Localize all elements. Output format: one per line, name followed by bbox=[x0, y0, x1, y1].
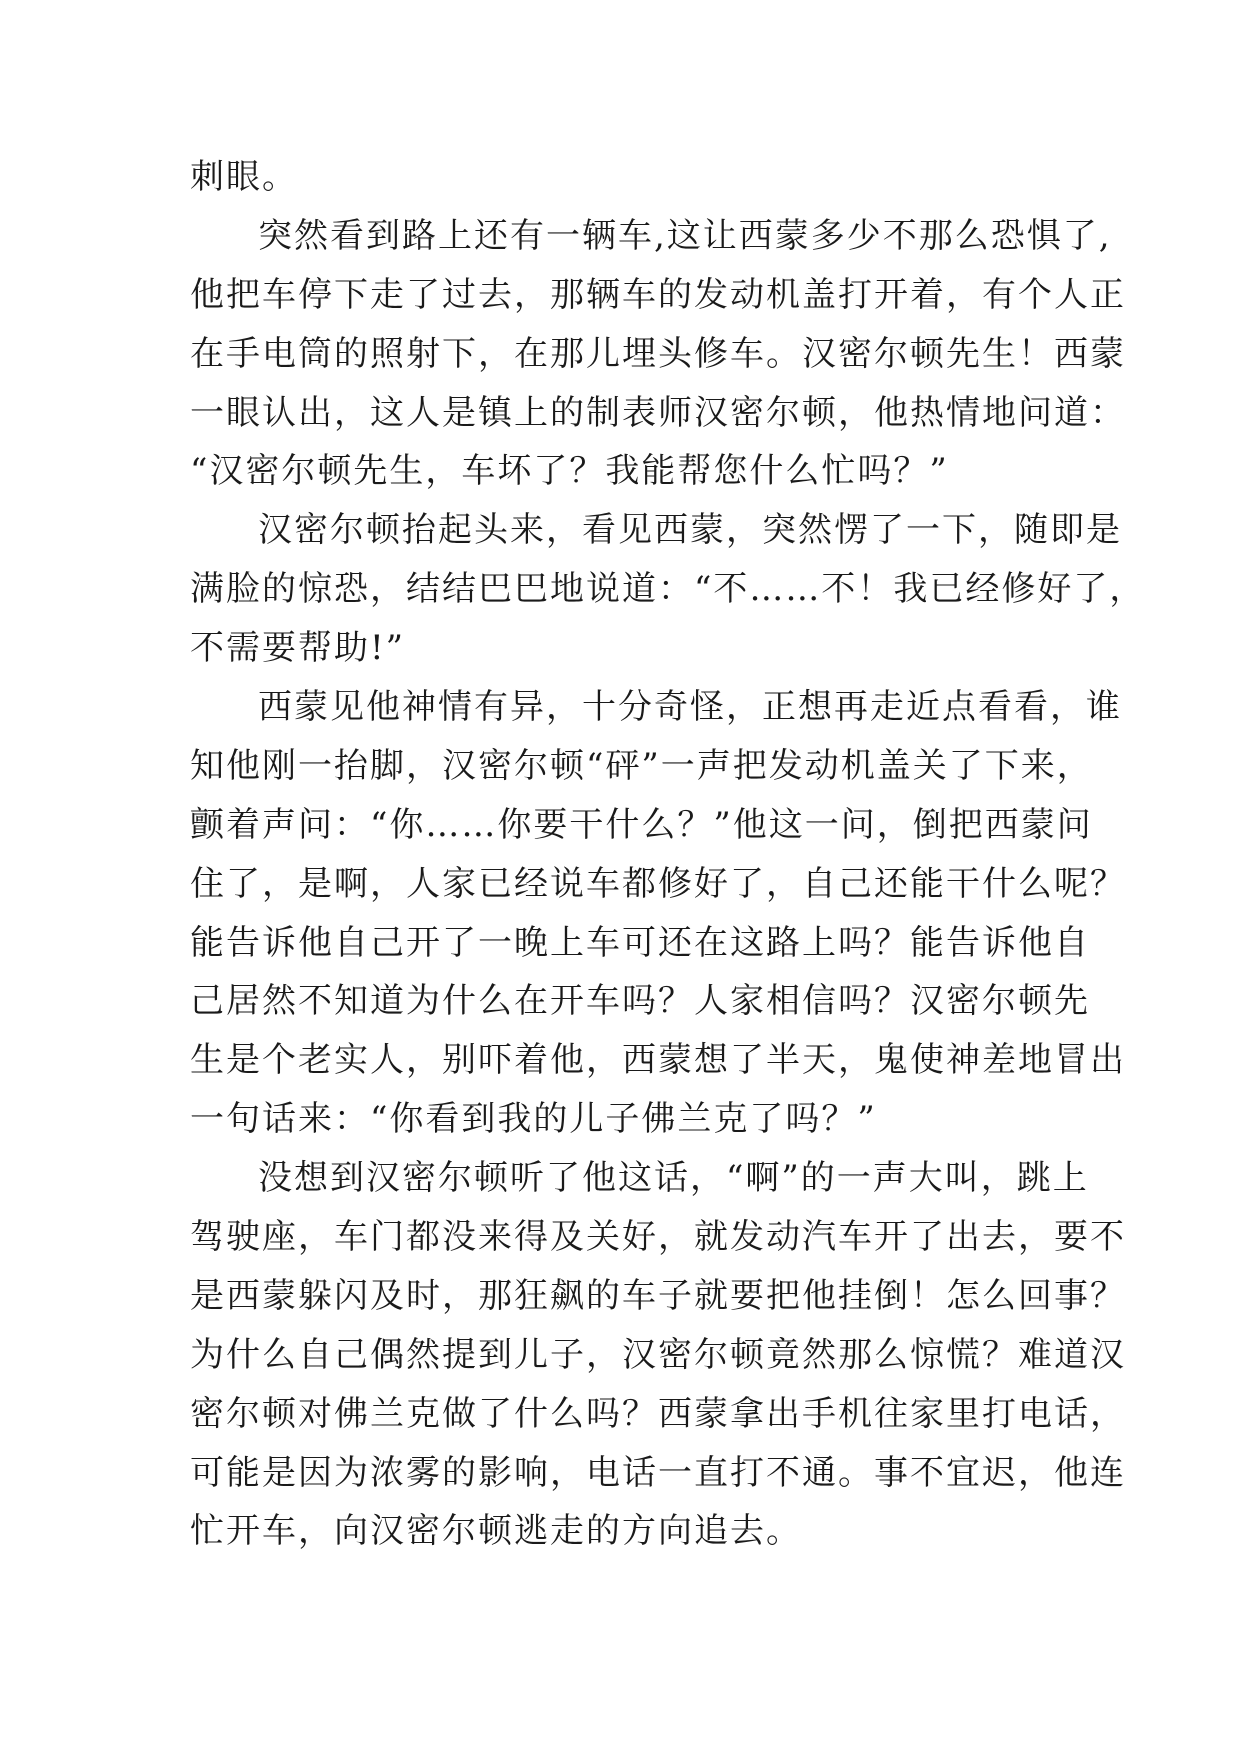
text-line: 为什么自己偶然提到儿子，汉密尔顿竟然那么惊慌？难道汉 bbox=[190, 1334, 1126, 1375]
text-line: 没想到汉密尔顿听了他这话，“啊”的一声大叫，跳上 bbox=[258, 1158, 1089, 1199]
text-line: 驾驶座，车门都没来得及关好，就发动汽车开了出去，要不 bbox=[190, 1217, 1126, 1258]
text-line: 密尔顿对佛兰克做了什么吗？西蒙拿出手机往家里打电话， bbox=[190, 1393, 1126, 1434]
text-line: 能告诉他自己开了一晚上车可还在这路上吗？能告诉他自 bbox=[190, 922, 1090, 963]
text-line: 在手电筒的照射下，在那儿埋头修车。汉密尔顿先生！西蒙 bbox=[190, 333, 1126, 374]
text-line: 生是个老实人，别吓着他，西蒙想了半天，鬼使神差地冒出 bbox=[190, 1040, 1126, 1081]
text-line: 住了，是啊，人家已经说车都修好了，自己还能干什么呢？ bbox=[190, 863, 1126, 904]
text-line: 可能是因为浓雾的影响，电话一直打不通。事不宜迟，他连 bbox=[190, 1452, 1126, 1493]
text-line: 突然看到路上还有一辆车,这让西蒙多少不那么恐惧了, bbox=[258, 215, 1112, 256]
text-line: 一句话来：“你看到我的儿子佛兰克了吗？” bbox=[190, 1099, 877, 1140]
text-line: 颤着声问：“你……你要干什么？”他这一问，倒把西蒙问 bbox=[190, 804, 1093, 845]
text-line: 知他刚一抬脚，汉密尔顿“砰”一声把发动机盖关了下来， bbox=[190, 745, 1093, 786]
text-line: 西蒙见他神情有异，十分奇怪，正想再走近点看看，谁 bbox=[258, 687, 1122, 728]
text-line: 刺眼。 bbox=[190, 157, 298, 197]
text-line: 忙开车，向汉密尔顿逃走的方向追去。 bbox=[190, 1511, 802, 1552]
text-line: 满脸的惊恐，结结巴巴地说道：“不……不！我已经修好了， bbox=[190, 569, 1146, 610]
text-line: “汉密尔顿先生，车坏了？我能帮您什么忙吗？” bbox=[190, 451, 949, 492]
text-line: 不需要帮助!” bbox=[190, 628, 406, 669]
text-line: 汉密尔顿抬起头来，看见西蒙，突然愣了一下，随即是 bbox=[258, 510, 1122, 551]
text-line: 他把车停下走了过去，那辆车的发动机盖打开着，有个人正 bbox=[190, 274, 1126, 315]
text-line: 一眼认出，这人是镇上的制表师汉密尔顿，他热情地问道： bbox=[190, 392, 1126, 433]
body-text bbox=[190, 148, 1146, 1561]
text-line: 是西蒙躲闪及时，那狂飙的车子就要把他挂倒！怎么回事？ bbox=[190, 1275, 1126, 1316]
text-line: 己居然不知道为什么在开车吗？人家相信吗？汉密尔顿先 bbox=[190, 981, 1090, 1022]
